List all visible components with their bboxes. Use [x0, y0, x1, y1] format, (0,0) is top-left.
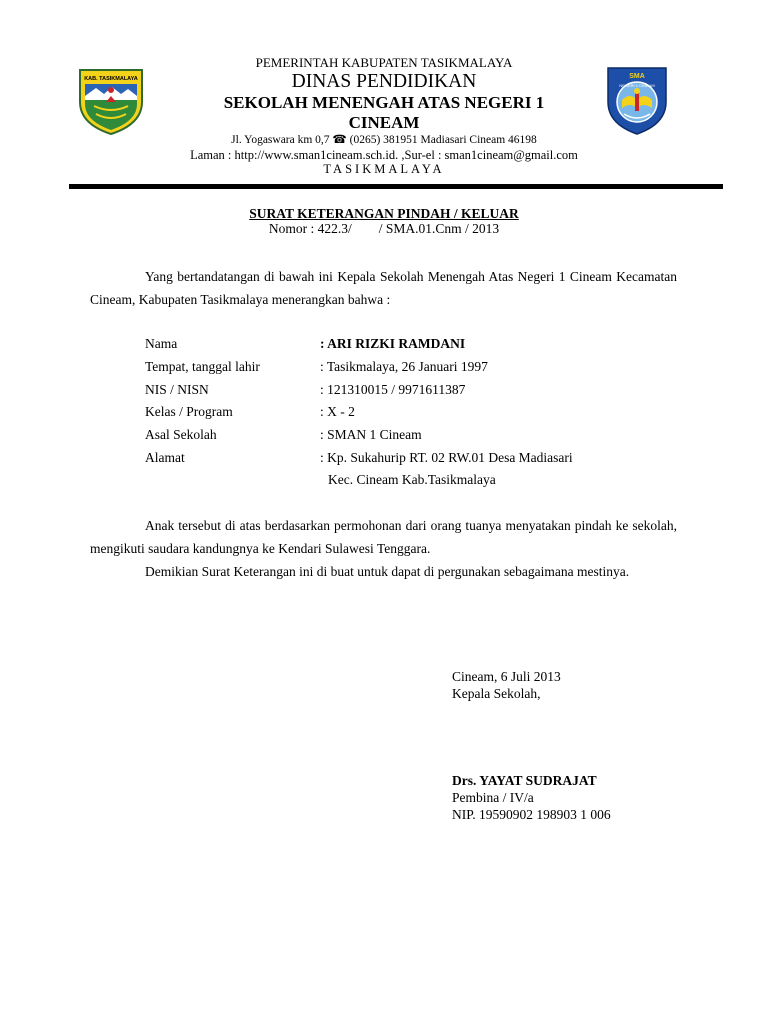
letterhead-school-town: CINEAM — [348, 113, 420, 132]
signature-name: Drs. YAYAT SUDRAJAT — [452, 773, 597, 788]
detail-label: Nama — [145, 336, 178, 352]
letterhead-address: Jl. Yogaswara km 0,7 ☎ (0265) 381951 Madiasari Cineam 46198 — [231, 134, 537, 146]
logo-left-label: KAB. TASIKMALAYA — [84, 76, 138, 82]
detail-label: Tempat, tanggal lahir — [145, 359, 260, 375]
detail-row-nis — [145, 378, 573, 401]
signature-place-date: Cineam, 6 Juli 2013 — [452, 669, 561, 684]
letterhead-office: DINAS PENDIDIKAN — [291, 71, 477, 92]
detail-value: : X - 2 — [320, 404, 355, 420]
letter-title: SURAT KETERANGAN PINDAH / KELUAR — [249, 206, 519, 221]
detail-value: : SMAN 1 Cineam — [320, 427, 422, 443]
detail-value: : ARI RIZKI RAMDANI — [320, 336, 466, 352]
detail-label: Kelas / Program — [145, 404, 233, 420]
detail-value: : 121310015 / 9971611387 — [320, 381, 466, 397]
letterhead-city: TASIKMALAYA — [323, 162, 445, 176]
signature-nip: NIP. 19590902 198903 1 006 — [452, 807, 611, 822]
signature-block — [452, 668, 611, 823]
letterhead-divider — [69, 184, 723, 189]
letterhead-school: SEKOLAH MENENGAH ATAS NEGERI 1 — [223, 93, 545, 112]
logo-right-label-top: SMA — [629, 73, 645, 80]
logo-right-label-ring: NEGERI 1 CINEAM — [619, 83, 655, 88]
intro-paragraph: Yang bertandatangan di bawah ini Kepala Sekolah Menengah Atas Negeri 1 Cineam Kecamatan Cineam, Kabupaten Tasikmalaya menerangkan bahwa : — [90, 269, 677, 307]
detail-value: : Kp. Sukahurip RT. 02 RW.01 Desa Madiasari — [320, 449, 573, 465]
detail-label: Asal Sekolah — [145, 427, 217, 443]
detail-value: Kec. Cineam Kab.Tasikmalaya — [328, 472, 496, 488]
letter-number: Nomor : 422.3/ / SMA.01.Cnm / 2013 — [268, 221, 500, 236]
signature-space — [452, 702, 611, 772]
signature-position: Kepala Sekolah, — [452, 686, 541, 701]
kabupaten-tasikmalaya-logo — [76, 66, 146, 136]
detail-row-address — [145, 446, 573, 469]
detail-row-birth — [145, 356, 573, 379]
detail-row-school — [145, 424, 573, 447]
student-details — [145, 333, 573, 492]
body-paragraph-reason: Anak tersebut di atas berdasarkan permohonan dari orang tuanya menyatakan pindah ke sekolah, mengikuti saudara kandungnya ke Kendari Sulawesi Tenggara. — [90, 518, 677, 556]
letterhead-web: Laman : http://www.sman1cineam.sch.id. ,Sur-el : sman1cineam@gmail.com — [190, 148, 578, 162]
sman1-cineam-logo — [602, 64, 672, 136]
detail-label: Alamat — [145, 449, 185, 465]
body-paragraph-closing: Demikian Surat Keterangan ini di buat untuk dapat di pergunakan sebagaimana mestinya. — [145, 564, 630, 579]
detail-row-name — [145, 333, 573, 356]
letterhead — [150, 56, 618, 177]
detail-label: NIS / NISN — [145, 381, 209, 397]
detail-value: : Tasikmalaya, 26 Januari 1997 — [320, 359, 488, 375]
signature-rank: Pembina / IV/a — [452, 790, 534, 805]
detail-row-address-cont — [145, 469, 573, 492]
detail-row-class — [145, 401, 573, 424]
letterhead-government: PEMERINTAH KABUPATEN TASIKMALAYA — [255, 55, 513, 70]
